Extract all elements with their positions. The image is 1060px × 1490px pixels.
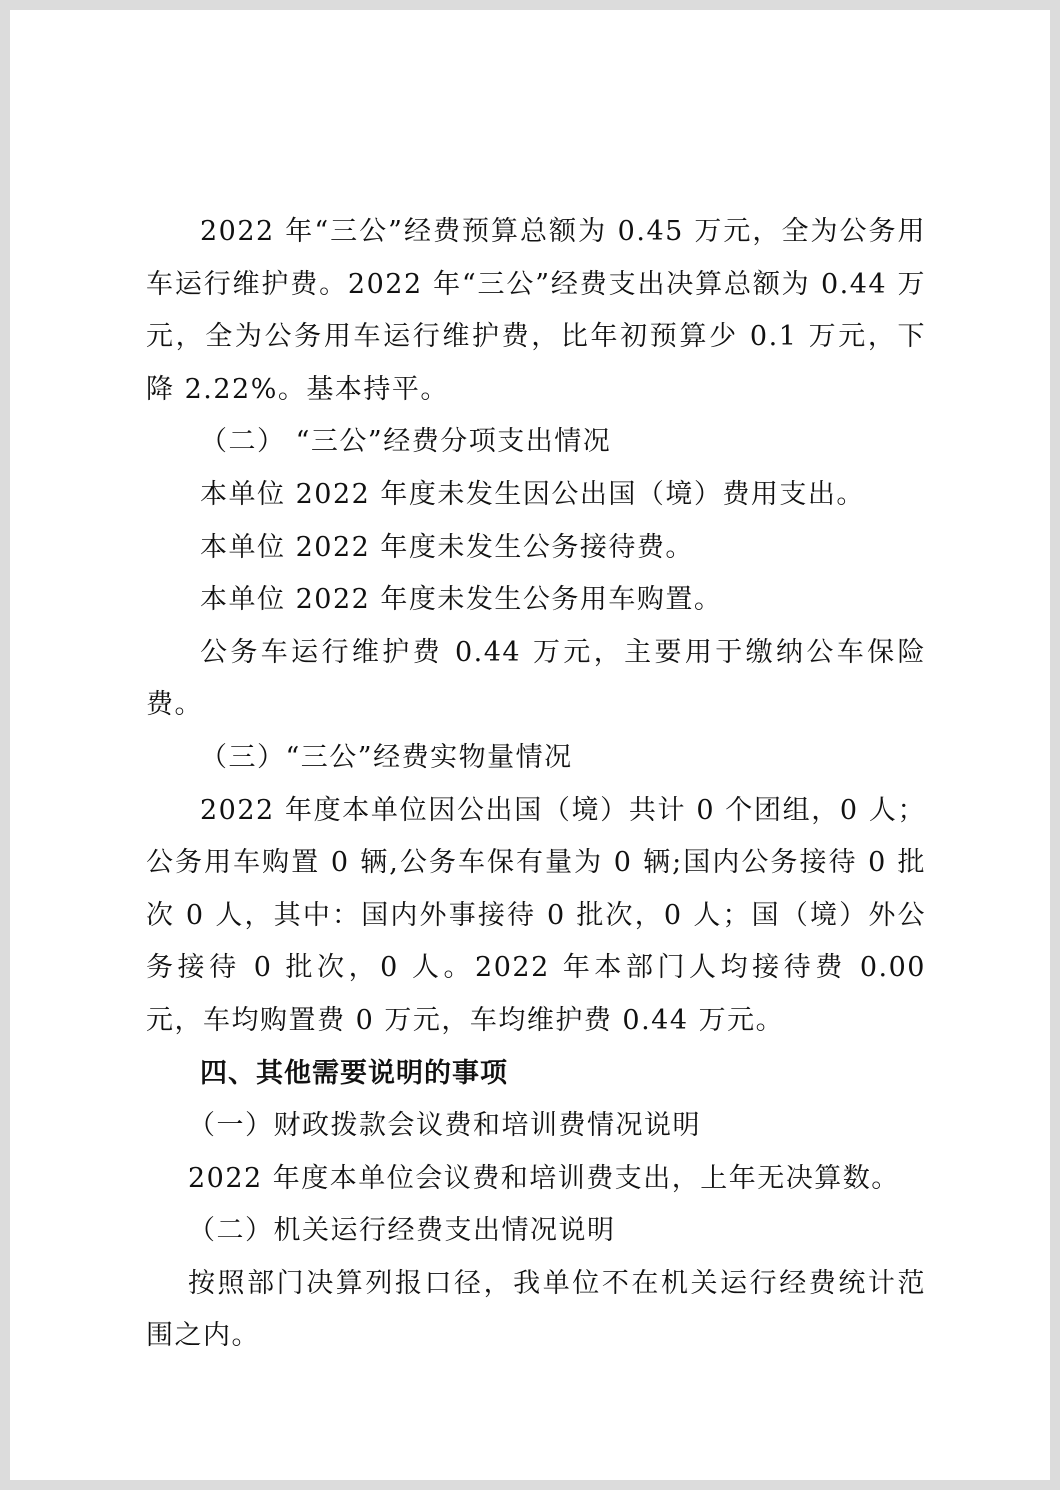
paragraph-official-reception: 本单位 2022 年度未发生公务接待费。 [200,531,694,563]
section-heading-other-matters: 四、其他需要说明的事项 [200,1057,508,1089]
paragraph-vehicle-maintenance: 公务车运行维护费 0.44 万元，主要用于缴纳公车保险费。 [146,636,926,721]
paragraph-budget-summary: 2022 年“三公”经费预算总额为 0.45 万元，全为公务用车运行维护费。2022 年“三公”经费支出决算总额为 0.44 万元，全为公务用车运行维护费，比年初预算少 0.1 万元，下降 2.22%。基本持平。 [146,216,926,405]
document-page [10,10,1050,1480]
subheading-itemized-expenditure: （二） “三公”经费分项支出情况 [200,426,612,458]
paragraph-vehicle-purchase: 本单位 2022 年度未发生公务用车购置。 [200,584,723,616]
document-body [146,206,926,1363]
subheading-physical-quantity: （三）“三公”经费实物量情况 [200,741,573,773]
paragraph-meeting-training: 2022 年度本单位会议费和培训费支出，上年无决算数。 [188,1162,900,1194]
paragraph-overseas-travel: 本单位 2022 年度未发生因公出国（境）费用支出。 [200,478,865,510]
subheading-operating-expenses: （二）机关运行经费支出情况说明 [188,1215,616,1247]
subheading-meeting-training: （一）财政拨款会议费和培训费情况说明 [188,1110,701,1142]
paragraph-operating-expenses: 按照部门决算列报口径，我单位不在机关运行经费统计范围之内。 [146,1267,926,1352]
paragraph-physical-quantity-details: 2022 年度本单位因公出国（境）共计 0 个团组，0 人；公务用车购置 0 辆,公务车保有量为 0 辆;国内公务接待 0 批次 0 人，其中：国内外事接待 0 批次，0 人；国（境）外公务接待 0 批次，0 人。2022 年本部门人均接待费 0.00 元，车均购置费 0 万元，车均维护费 0.44 万元。 [146,794,926,1036]
